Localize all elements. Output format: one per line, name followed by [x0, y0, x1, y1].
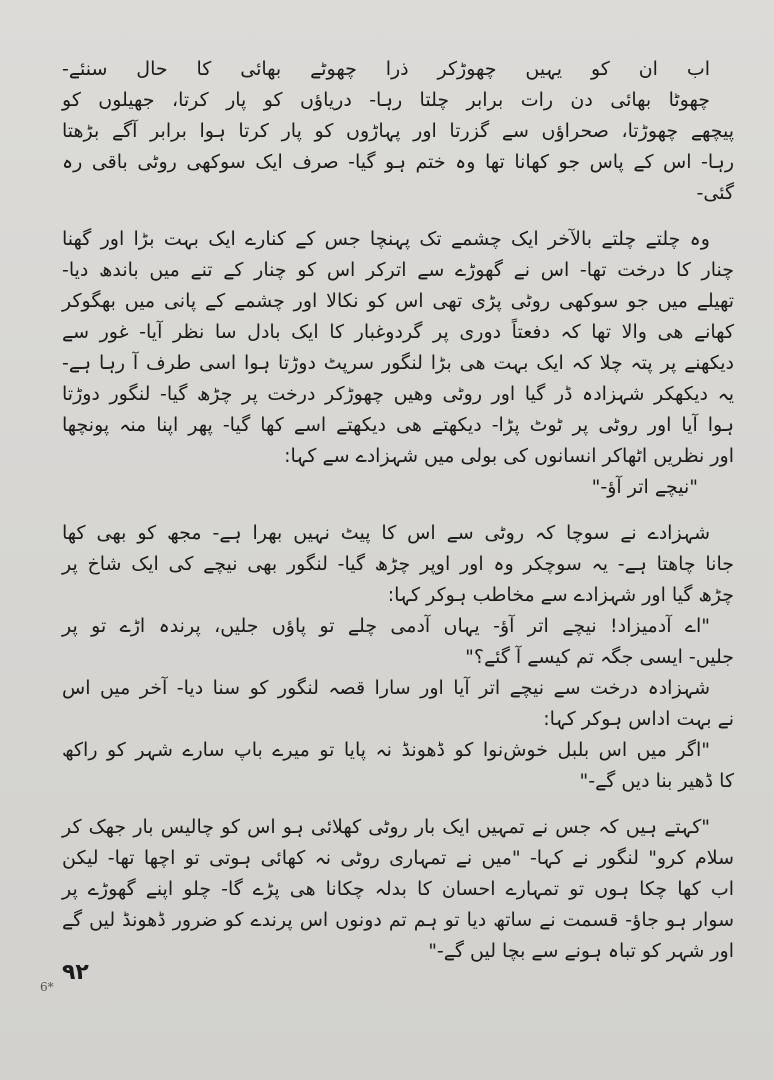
text-line: شہزادے نے سوچا کہ روٹی سے اس کا پیٹ نہیں بھرا ہے- مجھ کو بھی کھا — [62, 522, 710, 544]
text-line: رہا- اس کے پاس جو کھانا تھا وہ ختم ہو گیا- صرف ایک سوکھی روٹی باقی رہ — [62, 151, 734, 173]
text-line: نے بہت اداس ہوکر کہا: — [543, 708, 734, 730]
text-line: "اگر میں اس بلبل خوش‌نوا کو ڈھونڈ نہ پایا تو میرے باپ سارے شہر کو راکھ — [62, 739, 710, 761]
text-line: گئی- — [696, 182, 734, 204]
text-line: شہزادہ درخت سے نیچے اتر آیا اور سارا قصہ لنگور کو سنا دیا- آخر میں اس — [62, 677, 710, 699]
text-line: ہوا آیا اور روٹی پر ٹوٹ پڑا- دیکھتے ھی دیکھتے اسے کھا گیا- پھر اپنا منہ پونچھا — [62, 414, 734, 436]
text-line: "نیچے اتر آؤ-" — [591, 476, 698, 498]
page-number: ۹۲ — [62, 960, 89, 985]
text-line: سلام کرو" لنگور نے کہا- "میں نے تمہاری روٹی نہ کھائی ہوتی تو اچھا تھا- لیکن — [62, 847, 734, 869]
text-line: اور نظریں اٹھاکر انسانوں کی بولی میں شہزادے سے کہا: — [284, 445, 734, 467]
text-line: کھانے ھی والا تھا کہ دفعتاً دوری پر گردوغبار کا ایک بادل سا نظر آیا- غور سے — [62, 321, 734, 343]
text-line: اب کھا چکا ہوں تو تمہارے احسان کا بدلہ چکانا ھی پڑے گا- چلو اپنے گھوڑے پر — [62, 878, 734, 900]
text-line: "کہتے ہیں کہ جس نے تمہیں ایک بار روٹی کھلائی ہو اس کو چالیس بار جھک کر — [62, 816, 710, 838]
text-line: وہ چلتے چلتے بالآخر ایک چشمے تک پہنچا جس کے کنارے ایک بہت بڑا اور گھنا — [62, 228, 710, 250]
text-line: اب ان کو یہیں چھوڑکر ذرا چھوٹے بھائی کا حال سنئے- — [62, 58, 710, 80]
text-line: پیچھے چھوڑتا، صحراؤں سے گزرتا اور پہاڑوں کو پار کرتا ہوا برابر آگے بڑھتا — [62, 120, 734, 142]
text-line: سوار ہو جاؤ- قسمت نے ساتھ دیا تو ہم تم دونوں اس پرندے کو ضرور ڈھونڈ لیں گے — [62, 909, 734, 931]
text-line: جلیں- ایسی جگہ تم کیسے آ گئے؟" — [465, 646, 734, 668]
text-line: "اے آدمیزاد! نیچے اتر آؤ- یہاں آدمی چلے تو پاؤں جلیں، پرندہ اڑے تو پر — [62, 615, 710, 637]
text-line: دیکھنے پر پتہ چلا کہ ایک بہت ھی بڑا لنگور سرپٹ دوڑتا ہوا اسی طرف آ رہا ہے- — [62, 352, 734, 374]
text-line: جانا چاھتا ہے- یہ سوچکر وہ اور اوپر چڑھ گیا- لنگور بھی نیچے کی ایک شاخ پر — [62, 553, 734, 575]
text-line: چنار کا درخت تھا- اس نے گھوڑے سے اترکر اس کو چنار کے تنے میں باندھ دیا- — [62, 259, 734, 281]
text-line: کا ڈھیر بنا دیں گے-" — [579, 770, 734, 792]
text-line: چھوٹا بھائی دن رات برابر چلتا رہا- دریاؤں کو پار کرتا، جھیلوں کو — [62, 89, 710, 111]
signature-mark: 6* — [40, 980, 54, 994]
text-line: تھیلے میں جو سوکھی روٹی پڑی تھی اس کو نکالا اور چشمے کے پانی میں بھگوکر — [62, 290, 734, 312]
text-line: یہ دیکھکر شہزادہ ڈر گیا اور روٹی وھیں چھوڑکر درخت پر چڑھ گیا- لنگور دوڑتا — [62, 383, 734, 405]
text-line: چڑھ گیا اور شہزادے سے مخاطب ہوکر کہا: — [387, 584, 734, 606]
page-text — [62, 54, 734, 967]
text-line: اور شہر کو تباہ ہونے سے بچا لیں گے-" — [428, 940, 734, 962]
